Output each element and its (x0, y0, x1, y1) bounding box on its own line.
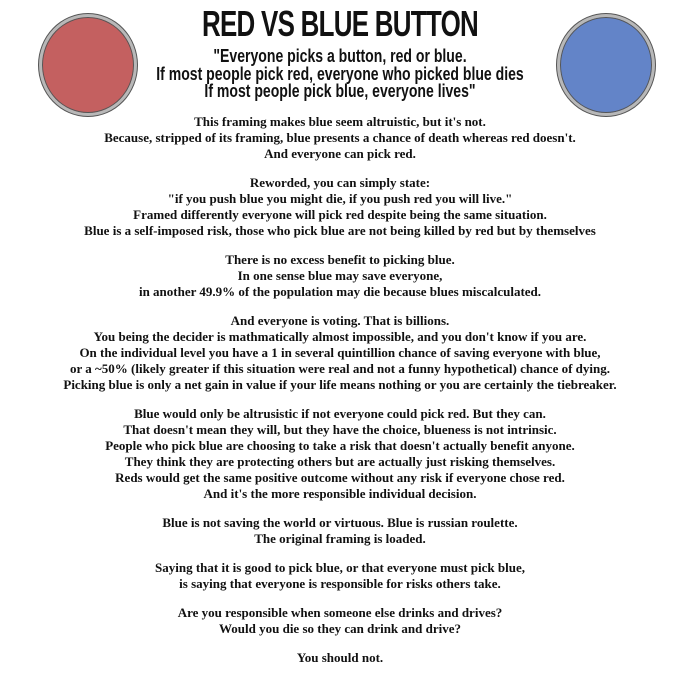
text-line: is saying that everyone is responsible for risks others take. (179, 576, 501, 591)
text-line: You should not. (296, 650, 384, 665)
text-line: Would you die so they can drink and drive? (219, 621, 461, 636)
text-line: There is no excess benefit to picking blue. (225, 252, 455, 267)
text-line: This framing makes blue seem altruistic, but it's not. (194, 114, 486, 129)
text-line: And everyone is voting. That is billions. (230, 313, 450, 328)
text-line: And it's the more responsible individual decision. (203, 486, 477, 501)
paragraph (0, 313, 680, 393)
text-line: People who pick blue are choosing to take a risk that doesn't actually benefit anyone. (105, 438, 575, 453)
paragraph (0, 605, 680, 637)
text-line: Picking blue is only a net gain in value if your life means nothing or you are certainly the tiebreaker. (63, 377, 617, 392)
text-line: in another 49.9% of the population may die because blues miscalculated. (138, 284, 542, 299)
text-line: Blue is not saving the world or virtuous. Blue is russian roulette. (162, 515, 518, 530)
text-line: Reworded, you can simply state: (249, 175, 431, 190)
paragraph (0, 650, 680, 666)
paragraph (0, 175, 680, 239)
premise-quote (75, 48, 605, 101)
paragraph (0, 252, 680, 300)
text-line: That doesn't mean they will, but they have the choice, blueness is not intrinsic. (123, 422, 557, 437)
text-line: They think they are protecting others but are actually just risking themselves. (124, 454, 556, 469)
text-line: Framed differently everyone will pick red despite being the same situation. (133, 207, 547, 222)
paragraph (0, 560, 680, 592)
text-line: Blue would only be altrusistic if not everyone could pick red. But they can. (134, 406, 546, 421)
text-line: Are you responsible when someone else drinks and drives? (177, 605, 503, 620)
paragraph (0, 406, 680, 502)
text-line: "if you push blue you might die, if you push red you will live." (167, 191, 513, 206)
text-line: On the individual level you have a 1 in several quintillion chance of saving everyone with blue, (79, 345, 601, 360)
quote-line: "Everyone picks a button, red or blue. (213, 46, 467, 66)
page-title: RED VS BLUE BUTTON (201, 3, 479, 44)
text-line: Because, stripped of its framing, blue presents a chance of death whereas red doesn't. (104, 130, 576, 145)
text-line: You being the decider is mathmatically almost impossible, and you don't know if you are. (93, 329, 587, 344)
text-line: And everyone can pick red. (264, 146, 416, 161)
quote-line: If most people pick red, everyone who picked blue dies (156, 63, 524, 84)
text-line: The original framing is loaded. (254, 531, 426, 546)
paragraph (0, 515, 680, 547)
text-line: Blue is a self-imposed risk, those who pick blue are not being killed by red but by themselves (84, 223, 596, 238)
text-line: Saying that it is good to pick blue, or that everyone must pick blue, (155, 560, 525, 575)
paragraph (0, 114, 680, 162)
quote-line: If most people pick blue, everyone lives" (204, 81, 476, 101)
text-line: In one sense blue may save everyone, (237, 268, 443, 283)
argument-body (0, 114, 680, 679)
text-line: or a ~50% (likely greater if this situation were real and not a funny hypothetical) chance of dying. (69, 361, 610, 376)
text-line: Reds would get the same positive outcome without any risk if everyone chose red. (115, 470, 565, 485)
